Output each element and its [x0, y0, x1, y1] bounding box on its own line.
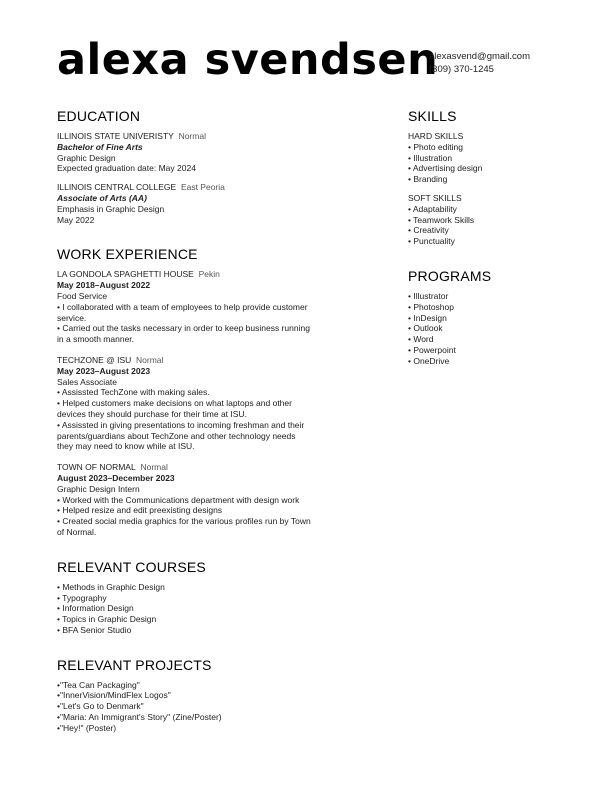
job-line: • Assissted TechZone with making sales.: [57, 387, 210, 398]
right-column: [408, 108, 598, 367]
job-location: Normal: [140, 462, 168, 473]
work-heading: WORK EXPERIENCE: [57, 246, 198, 263]
school-location: East Peoria: [180, 182, 225, 193]
job-line: • Created social media graphics for the various profiles run by Town: [57, 516, 311, 527]
list-item: • Branding: [408, 174, 448, 185]
job-line: • Helped resize and edit preexisting designs: [57, 505, 223, 516]
list-item: • Creativity: [408, 225, 449, 236]
job-role: Sales Associate: [57, 376, 118, 387]
programs-heading: PROGRAMS: [408, 267, 492, 284]
job-line: service.: [57, 312, 87, 323]
job-org: LA GONDOLA SPAGHETTI HOUSE: [57, 269, 194, 280]
degree-date: Expected graduation date: May 2024: [57, 163, 196, 174]
education-heading: EDUCATION: [57, 108, 141, 124]
list-item: •"Let's Go to Denmark": [57, 701, 144, 712]
list-item: • BFA Senior Studio: [57, 624, 132, 635]
list-item: • Illustrator: [408, 290, 449, 301]
job-line: • Carried out the tasks necessary in order to keep business running: [57, 323, 310, 334]
soft-skills-list: [408, 204, 598, 247]
job-line: • Helped customers make decisions on what laptops and other: [57, 398, 292, 409]
job-line: devices they should purchase for their time at ISU.: [57, 408, 247, 419]
list-item: • Outlook: [408, 323, 443, 334]
list-item: •"Maria: An Immigrant's Story" (Zine/Poster): [57, 712, 222, 723]
list-item: • Advertising design: [408, 163, 483, 174]
job-entry: [57, 355, 327, 452]
list-item: •"Tea Can Packaging": [57, 679, 140, 690]
list-item: •"InnerVision/MindFlex Logos": [57, 690, 171, 701]
job-line: parents/guardians about TechZone and other technology needs: [57, 430, 296, 441]
job-org: TECHZONE @ ISU: [57, 354, 132, 365]
job-entry: [57, 462, 327, 538]
courses-heading: RELEVANT COURSES: [57, 558, 206, 575]
list-item: • Punctuality: [408, 236, 455, 247]
list-item: • Word: [408, 334, 434, 345]
job-line: • I collaborated with a team of employees to help provide customer: [57, 301, 308, 312]
school-name: ILLINOIS CENTRAL COLLEGE: [57, 182, 177, 193]
projects-list: [57, 680, 327, 734]
degree-text: Associate of Arts (AA): [57, 192, 147, 203]
resume-name: alexa svendsen: [57, 35, 439, 85]
education-entry: [57, 182, 327, 225]
list-item: • InDesign: [408, 312, 447, 323]
soft-skills-label: SOFT SKILLS: [408, 192, 462, 203]
list-item: • Powerpoint: [408, 344, 456, 355]
job-org: TOWN OF NORMAL: [57, 462, 136, 473]
list-item: • Photoshop: [408, 301, 454, 312]
job-dates: May 2023–August 2023: [57, 365, 151, 376]
list-item: • Typography: [57, 592, 107, 603]
left-column: [57, 108, 327, 734]
list-item: • Topics in Graphic Design: [57, 614, 157, 625]
courses-list: [57, 582, 327, 636]
contact-block: [429, 51, 530, 76]
email-text: alexasvend@gmail.com: [429, 51, 530, 62]
list-item: •"Hey!" (Poster): [57, 722, 117, 733]
degree-text: Bachelor of Fine Arts: [57, 141, 143, 152]
school-name: ILLINOIS STATE UNIVERISTY: [57, 131, 174, 141]
job-line: they may need to know while at ISU.: [57, 441, 195, 452]
list-item: • Illustration: [408, 152, 453, 163]
job-line: • Assissted in giving presentations to incoming freshman and their: [57, 419, 305, 430]
degree-date: May 2022: [57, 214, 95, 225]
phone-text: (309) 370-1245: [429, 63, 494, 75]
job-dates: May 2018–August 2022: [57, 280, 151, 291]
job-line: • Worked with the Communications department with design work: [57, 494, 300, 505]
degree-detail: Graphic Design: [57, 152, 116, 163]
list-item: • OneDrive: [408, 355, 450, 366]
education-entry: [57, 131, 327, 174]
list-item: • Methods in Graphic Design: [57, 581, 165, 592]
list-item: • Teamwork Skills: [408, 214, 475, 225]
list-item: • Photo editing: [408, 141, 463, 152]
hard-skills-label: HARD SKILLS: [408, 131, 464, 141]
school-location: Normal: [178, 131, 206, 141]
list-item: • Adaptability: [408, 203, 457, 214]
job-line: in a smooth manner.: [57, 334, 135, 345]
programs-list: [408, 291, 598, 367]
job-role: Food Service: [57, 290, 108, 301]
job-line: of Normal.: [57, 526, 97, 537]
degree-detail: Emphasis in Graphic Design: [57, 203, 165, 214]
hard-skills-list: [408, 142, 598, 185]
job-entry: [57, 269, 327, 345]
job-location: Normal: [136, 354, 164, 365]
job-role: Graphic Design Intern: [57, 483, 140, 494]
skills-heading: SKILLS: [408, 108, 457, 124]
job-location: Pekin: [198, 269, 220, 280]
job-dates: August 2023–December 2023: [57, 472, 175, 483]
list-item: • Information Design: [57, 603, 134, 614]
projects-heading: RELEVANT PROJECTS: [57, 656, 212, 673]
